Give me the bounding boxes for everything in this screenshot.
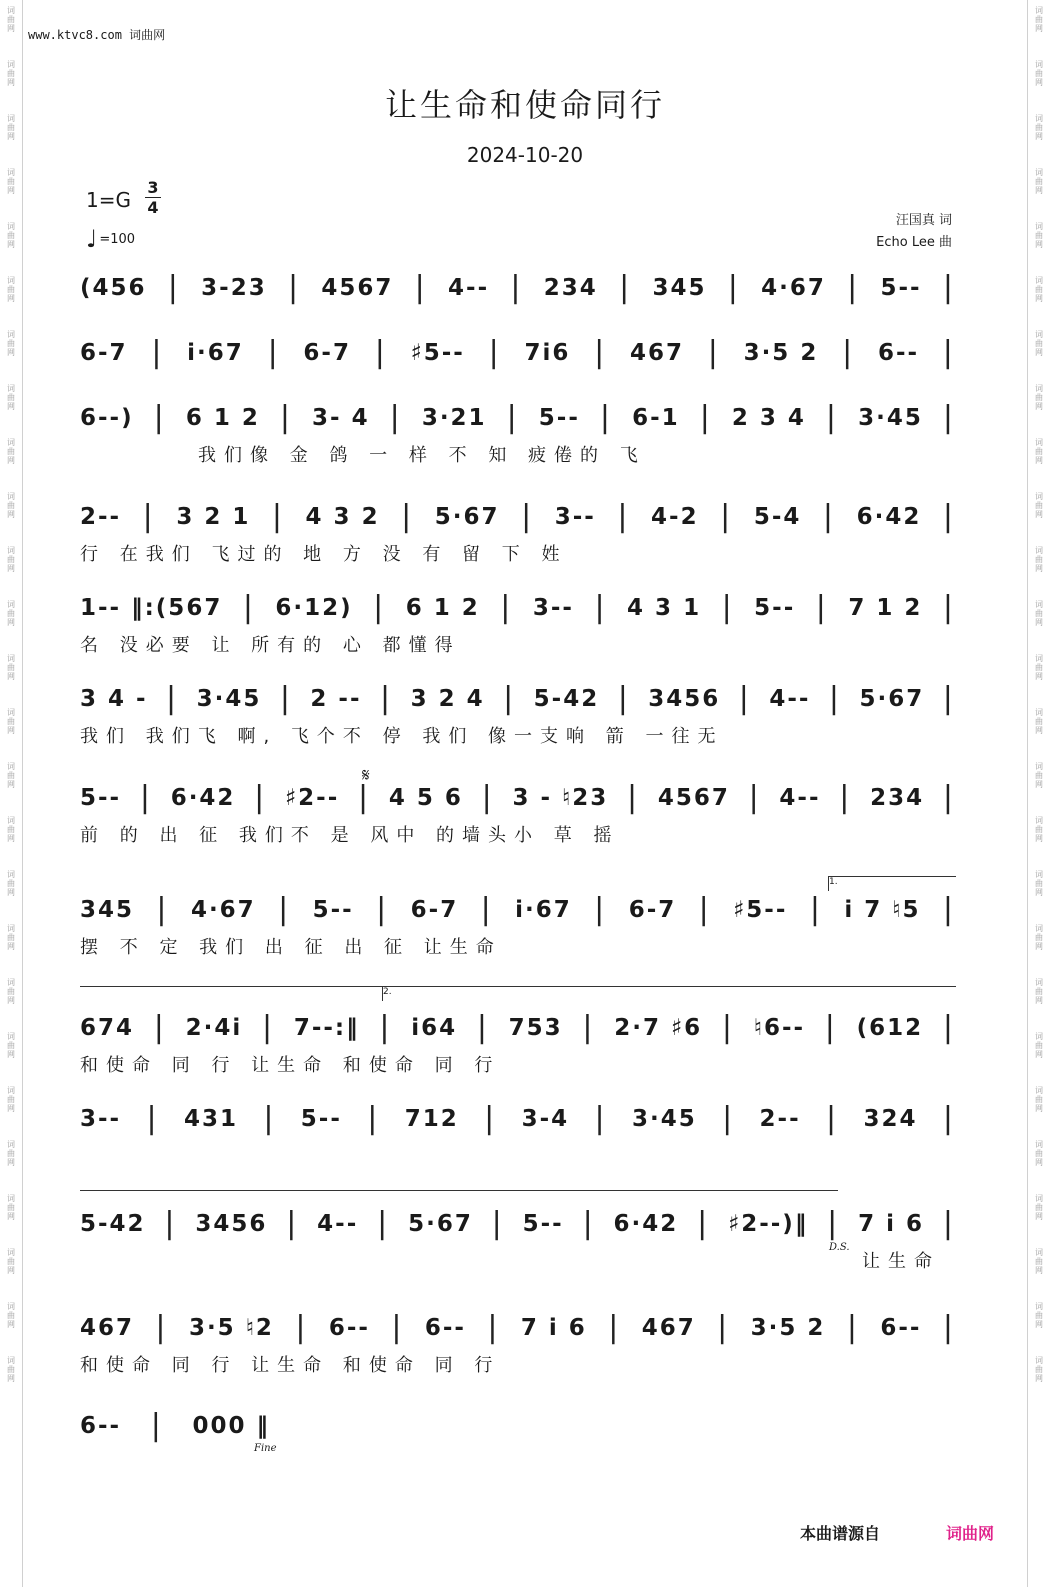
watermark-text: 词曲网 (6, 816, 16, 843)
watermark-text: 词曲网 (6, 276, 16, 303)
measure: 3·5 ♮2 (188, 1315, 274, 1341)
watermark-text: 词曲网 (1034, 1248, 1044, 1275)
volta-1-extension (80, 986, 382, 987)
bar-line: | (822, 499, 836, 534)
lyric-line: 摆 不 定 我们 出 征 出 征 让生命 (80, 937, 502, 957)
measure: ♯2-- (285, 785, 340, 811)
measure: 7 i 6 (858, 1211, 925, 1237)
melody-line (80, 781, 955, 815)
bar-line: | (491, 1206, 504, 1241)
melody-line (80, 1311, 955, 1345)
bar-line: | (594, 335, 607, 370)
tempo-value: =100 (99, 231, 136, 247)
melody-line (80, 682, 955, 716)
bar-line: | (379, 1010, 392, 1045)
measure: 6-1 (632, 405, 680, 431)
time-signature (145, 178, 161, 217)
bar-line: | (389, 400, 402, 435)
watermark-text: 词曲网 (1034, 60, 1044, 87)
bar-line: | (727, 270, 740, 305)
measure: 5-42 (80, 1211, 146, 1237)
bar-line: | (698, 892, 711, 927)
watermark-text: 词曲网 (1034, 762, 1044, 789)
watermark-text: 词曲网 (1034, 1302, 1044, 1329)
watermark-text: 词曲网 (1034, 546, 1044, 573)
bar-line: | (367, 1101, 380, 1136)
lyric-line: 我们像 金 鸽 一 样 不 知 疲倦的 飞 (198, 445, 646, 465)
bar-line: | (142, 499, 155, 534)
measure: 234 (543, 275, 598, 301)
measure: 6·42 (170, 785, 236, 811)
watermark-text: 词曲网 (6, 1140, 16, 1167)
watermark-text: 词曲网 (1034, 276, 1044, 303)
measure: 4567 (321, 275, 394, 301)
measure: 4-- (448, 275, 490, 301)
bar-line: | (503, 681, 516, 716)
bar-line: | (286, 1206, 299, 1241)
watermark-text: 词曲网 (6, 978, 16, 1005)
bar-line: | (839, 780, 852, 815)
measure: 345 (80, 897, 135, 923)
measure: 3·5 2 (743, 340, 819, 366)
measure: 3456 (648, 686, 721, 712)
bar-line: | (480, 892, 493, 927)
measure: 1-- ‖:(567 (80, 595, 223, 621)
measure: 4 3 1 (627, 595, 702, 621)
bar-line: | (617, 499, 630, 534)
measure: 4 5 6 (388, 785, 463, 811)
bar-line: | (594, 892, 607, 927)
measure: 712 (404, 1106, 459, 1132)
measure: 467 (641, 1315, 696, 1341)
measure: 3-23 (201, 275, 267, 301)
bar-line: | (151, 335, 164, 370)
bar-line: | (374, 335, 387, 370)
watermark-text: 词曲网 (6, 6, 16, 33)
bar-line: | (697, 1206, 710, 1241)
measure: 6-7 (628, 897, 677, 923)
song-date: 2024-10-20 (466, 143, 584, 167)
lyric-line: 行 在我们 飞过的 地 方 没 有 留 下 姓 (80, 544, 568, 564)
bar-line: | (825, 400, 839, 435)
bar-line: | (847, 270, 860, 305)
volta-2 (382, 986, 956, 1001)
watermark-text: 词曲网 (6, 330, 16, 357)
bar-line: | (521, 499, 534, 534)
watermark-text: 词曲网 (1034, 1194, 1044, 1221)
lyricist: 汪国真 词 (895, 213, 952, 228)
bar-line: | (842, 335, 855, 370)
measure: 6 1 2 (405, 595, 480, 621)
measure: 7 i 6 (520, 1315, 587, 1341)
footer-brand-link[interactable]: 词曲网 (946, 1524, 995, 1543)
bar-line: | (582, 1206, 595, 1241)
bar-line: | (942, 400, 955, 435)
watermark-text: 词曲网 (6, 1356, 16, 1383)
watermark-text: 词曲网 (1034, 870, 1044, 897)
melody-line (80, 271, 955, 305)
watermark-text: 词曲网 (1034, 330, 1044, 357)
watermark-text: 词曲网 (1034, 114, 1044, 141)
watermark-text: 词曲网 (6, 1194, 16, 1221)
measure: 6·42 (613, 1211, 679, 1237)
watermark-text: 词曲网 (1034, 600, 1044, 627)
bar-line: | (279, 400, 292, 435)
watermark-text: 词曲网 (6, 438, 16, 465)
melody-line (80, 1207, 955, 1241)
measure: 5-- (880, 275, 922, 301)
measure: 3-4 (521, 1106, 570, 1132)
watermark-text: 词曲网 (1034, 438, 1044, 465)
watermark-text: 词曲网 (6, 708, 16, 735)
watermark-text: 词曲网 (1034, 1140, 1044, 1167)
measure: 7--:‖ (293, 1015, 360, 1041)
measure: ♯2--)‖ (728, 1211, 809, 1237)
measure: 467 (629, 340, 684, 366)
bar-line: | (815, 590, 828, 625)
measure: 6-7 (80, 340, 128, 366)
bar-line: | (942, 1310, 955, 1345)
melody-line (80, 1011, 955, 1045)
watermark-text: 词曲网 (6, 1032, 16, 1059)
bar-line: | (357, 780, 371, 815)
melody-line (80, 401, 955, 435)
bar-line: | (942, 1101, 955, 1136)
measure: 4·67 (190, 897, 256, 923)
volta-2-label: 2. (383, 987, 392, 997)
bar-line: | (139, 780, 152, 815)
watermark-text: 词曲网 (1034, 222, 1044, 249)
song-title: 让生命和使命同行 (384, 86, 665, 124)
bar-line: | (942, 1010, 955, 1045)
measure: 5-- (312, 897, 354, 923)
measure: 4·67 (761, 275, 826, 301)
bar-line: | (153, 1010, 166, 1045)
watermark-text: 词曲网 (1034, 1032, 1044, 1059)
measure: i·67 (187, 340, 244, 366)
watermark-text: 词曲网 (6, 924, 16, 951)
bar-line: | (942, 335, 955, 370)
measure: 6 1 2 (185, 405, 260, 431)
measure: 6-7 (303, 340, 351, 366)
bar-line: | (826, 1101, 839, 1136)
bar-line: | (699, 400, 712, 435)
measure: 431 (183, 1106, 238, 1132)
left-watermark-strip (0, 0, 23, 1587)
measure: 6·12) (275, 595, 353, 621)
bar-line: | (828, 681, 842, 716)
bar-line: | (942, 590, 955, 625)
bar-line: | (506, 400, 519, 435)
bar-line: | (827, 1206, 840, 1241)
watermark-text: 词曲网 (1034, 1356, 1044, 1383)
watermark-text: 词曲网 (1034, 654, 1044, 681)
bar-line: | (271, 499, 284, 534)
bar-line: | (619, 270, 632, 305)
measure: 7 1 2 (848, 595, 923, 621)
bar-line: | (481, 780, 494, 815)
bar-line: | (167, 270, 180, 305)
watermark-text: 词曲网 (1034, 924, 1044, 951)
bar-line: | (594, 590, 607, 625)
bar-line: | (626, 780, 640, 815)
melody-line (80, 893, 955, 927)
bar-line: | (288, 270, 301, 305)
watermark-text: 词曲网 (6, 60, 16, 87)
measure: 4567 (657, 785, 730, 811)
watermark-text: 词曲网 (1034, 168, 1044, 195)
bar-line: | (263, 1101, 276, 1136)
bar-line: | (809, 892, 822, 927)
bar-line: | (242, 590, 255, 625)
measure: 324 (863, 1106, 918, 1132)
measure: 4-- (769, 686, 811, 712)
bar-line: | (150, 1408, 163, 1443)
measure: 2·4i (185, 1015, 243, 1041)
lyric-line: 和使命 同 行 让生命 和使命 同 行 (80, 1355, 501, 1375)
bar-line: | (373, 590, 386, 625)
bar-line: | (278, 892, 291, 927)
measure: 3·45 (196, 686, 262, 712)
bar-line: | (156, 892, 169, 927)
measure: 6-- (880, 1315, 922, 1341)
measure: 3·5 2 (750, 1315, 826, 1341)
measure: 5-- (522, 1211, 564, 1237)
fine-marker: Fine (254, 1443, 277, 1454)
bar-line: | (401, 499, 414, 534)
volta-1-label: 1. (829, 877, 838, 887)
bar-line: | (824, 1010, 837, 1045)
watermark-text: 词曲网 (6, 492, 16, 519)
segno-icon: 𝄋 (362, 765, 370, 786)
watermark-text: 词曲网 (6, 762, 16, 789)
measure: (612 (856, 1015, 924, 1041)
measure: 4-- (779, 785, 821, 811)
bar-line: | (484, 1101, 497, 1136)
measure: 234 (870, 785, 925, 811)
measure: 3·21 (421, 405, 487, 431)
measure: 3-- (532, 595, 574, 621)
lyric-line: 和使命 同 行 让生命 和使命 同 行 (80, 1055, 501, 1075)
measure: i·67 (515, 897, 572, 923)
measure: ♯5-- (410, 340, 465, 366)
bar-line: | (720, 499, 733, 534)
bar-line: | (153, 400, 166, 435)
measure: 2 3 4 (731, 405, 806, 431)
bar-line: | (414, 270, 427, 305)
bar-line: | (846, 1310, 859, 1345)
lyric-line: 让生命 (862, 1251, 940, 1271)
measure: 6-- (80, 1413, 122, 1439)
bar-line: | (476, 1010, 489, 1045)
measure: 3 2 4 (410, 686, 485, 712)
credits (876, 210, 952, 254)
measure: 3-- (80, 1106, 122, 1132)
watermark-text: 词曲网 (6, 384, 16, 411)
measure: i64 (411, 1015, 458, 1041)
bar-line: | (488, 335, 501, 370)
watermark-text: 词曲网 (6, 654, 16, 681)
measure: 3-- (554, 504, 596, 530)
quarter-note-icon: ♩ (86, 225, 98, 253)
bar-line: | (942, 681, 955, 716)
measure: 6-7 (410, 897, 459, 923)
watermark-text: 词曲网 (1034, 978, 1044, 1005)
bar-line: | (487, 1310, 500, 1345)
measure: 4 3 2 (305, 504, 380, 530)
measure: 3 2 1 (176, 504, 251, 530)
bar-line: | (164, 1206, 177, 1241)
bar-line: | (748, 780, 761, 815)
measure: 3 4 - (80, 686, 148, 712)
measure: ♮6-- (753, 1015, 806, 1041)
measure: 5-42 (533, 686, 600, 712)
measure: 753 (508, 1015, 563, 1041)
bar-line: | (738, 681, 751, 716)
bar-line: | (279, 681, 292, 716)
measure: 4-2 (651, 504, 699, 530)
measure: 2·7 ♯6 (614, 1015, 703, 1041)
measure: 5-- (300, 1106, 342, 1132)
measure: (456 (80, 275, 147, 301)
lyric-line: 前 的 出 征 我们不 是 风中 的墙头小 草 摇 (80, 825, 620, 845)
measure: 7i6 (524, 340, 571, 366)
volta-1 (828, 876, 956, 891)
measure: 3- 4 (312, 405, 370, 431)
site-url[interactable]: www.ktvc8.com 词曲网 (28, 28, 166, 42)
bar-line: | (376, 892, 389, 927)
measure: 5-- (754, 595, 796, 621)
measure: 2-- (759, 1106, 801, 1132)
bar-line: | (594, 1101, 607, 1136)
bar-line: | (254, 780, 267, 815)
bar-line: | (295, 1310, 308, 1345)
measure: 4-- (317, 1211, 359, 1237)
bar-line: | (380, 681, 393, 716)
watermark-text: 词曲网 (6, 600, 16, 627)
measure: 2-- (80, 504, 122, 530)
bar-line: | (942, 892, 955, 927)
bar-line: | (721, 1010, 734, 1045)
measure: 3·45 (858, 405, 923, 431)
footer-source-label: 本曲谱源自 (800, 1524, 881, 1543)
measure: 3456 (195, 1211, 268, 1237)
measure: 000 ‖ (192, 1413, 270, 1439)
bar-line: | (599, 400, 613, 435)
lyric-line: 我们 我们飞 啊, 飞个不 停 我们 像一支响 箭 一往无 (80, 726, 724, 746)
measure: 6--) (80, 405, 134, 431)
melody-line (80, 500, 955, 534)
watermark-text: 词曲网 (6, 870, 16, 897)
measure: 2 -- (310, 686, 362, 712)
bar-line: | (942, 1206, 955, 1241)
lyric-line: 名 没必要 让 所有的 心 都懂得 (80, 635, 461, 655)
right-watermark-strip (1027, 0, 1050, 1587)
bar-line: | (500, 590, 513, 625)
measure: i 7 ♮5 (844, 897, 921, 923)
measure: 5·67 (408, 1211, 473, 1237)
bar-line: | (717, 1310, 730, 1345)
watermark-text: 词曲网 (6, 1248, 16, 1275)
melody-line (80, 1409, 270, 1443)
time-bottom: 4 (147, 198, 159, 217)
bar-line: | (510, 270, 523, 305)
watermark-text: 词曲网 (1034, 816, 1044, 843)
bar-line: | (942, 270, 955, 305)
measure: 674 (80, 1015, 135, 1041)
measure: 6-- (877, 340, 920, 366)
bar-line: | (617, 681, 630, 716)
watermark-text: 词曲网 (1034, 6, 1044, 33)
measure: 5-- (538, 405, 580, 431)
measure: 6-- (424, 1315, 466, 1341)
melody-line (80, 336, 955, 370)
time-top: 3 (147, 178, 159, 197)
watermark-text: 词曲网 (6, 1302, 16, 1329)
bar-line: | (261, 1010, 275, 1045)
bar-line: | (608, 1310, 621, 1345)
measure: 3·45 (631, 1106, 697, 1132)
melody-line (80, 591, 955, 625)
measure: 6·42 (856, 504, 922, 530)
bar-line: | (942, 780, 955, 815)
bar-line: | (155, 1310, 168, 1345)
bar-line: | (582, 1010, 595, 1045)
measure: 467 (80, 1315, 135, 1341)
bar-line: | (721, 590, 734, 625)
watermark-text: 词曲网 (6, 1086, 16, 1113)
bar-line: | (166, 681, 179, 716)
measure: 345 (652, 275, 707, 301)
measure: 5·67 (859, 686, 925, 712)
watermark-text: 词曲网 (1034, 492, 1044, 519)
bar-line: | (722, 1101, 735, 1136)
composer: Echo Lee 曲 (876, 235, 952, 250)
bar-line: | (377, 1206, 390, 1241)
bar-line: | (267, 335, 280, 370)
bar-line: | (146, 1101, 159, 1136)
measure: 5-- (80, 785, 122, 811)
watermark-text: 词曲网 (6, 546, 16, 573)
bar-line: | (391, 1310, 404, 1345)
measure: 5·67 (434, 504, 500, 530)
key-signature: 1=G (86, 188, 131, 212)
melody-line (80, 1102, 955, 1136)
watermark-text: 词曲网 (1034, 708, 1044, 735)
bar-line: | (942, 499, 955, 534)
watermark-text: 词曲网 (1034, 384, 1044, 411)
watermark-text: 词曲网 (1034, 1086, 1044, 1113)
measure: 6-- (328, 1315, 370, 1341)
measure: ♯5-- (733, 897, 788, 923)
ds-marker: D.S. (829, 1242, 850, 1253)
bar-line: | (707, 335, 720, 370)
measure: 3 - ♮23 (512, 785, 609, 811)
watermark-text: 词曲网 (6, 168, 16, 195)
tempo-marking (86, 225, 136, 253)
measure: 5-4 (753, 504, 802, 530)
watermark-text: 词曲网 (6, 114, 16, 141)
watermark-text: 词曲网 (6, 222, 16, 249)
ds-bracket (80, 1190, 838, 1191)
